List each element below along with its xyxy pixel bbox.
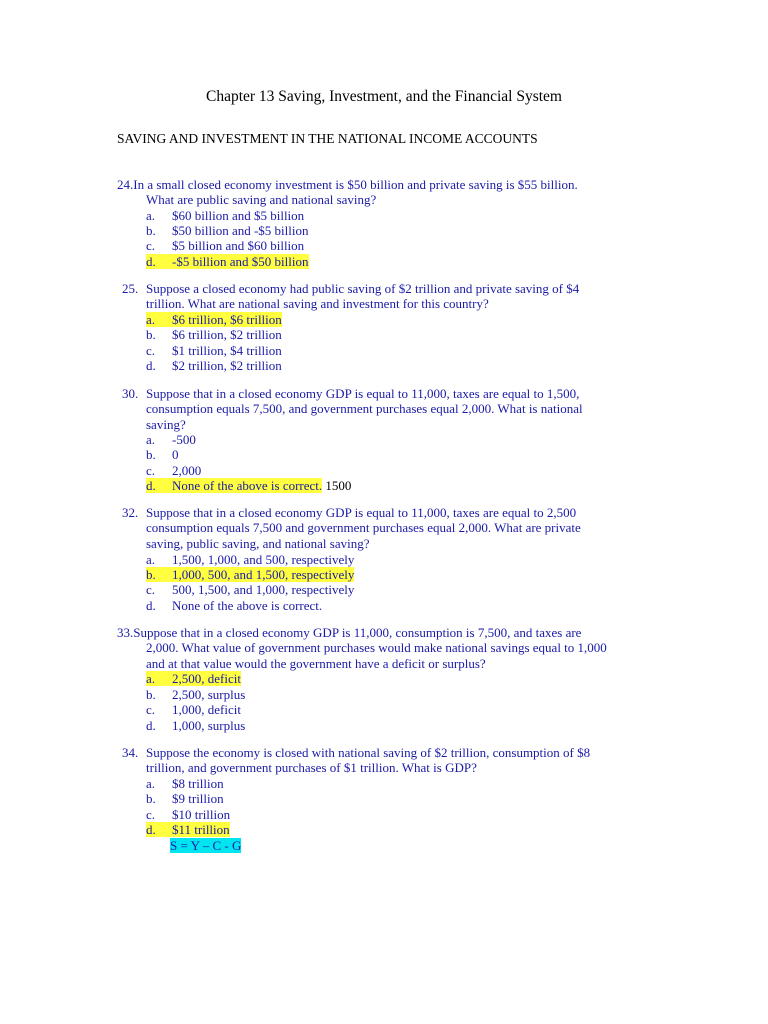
option-letter: c.: [146, 582, 156, 597]
question-30-line-1: Suppose that in a closed economy GDP is equal to 11,000, taxes are equal to 1,500,: [146, 386, 580, 401]
question-34: [146, 745, 590, 776]
question-24: [117, 177, 578, 208]
option-letter: a.: [146, 432, 156, 447]
question-34-line-1: Suppose the economy is closed with national saving of $2 trillion, consumption of $8: [146, 745, 591, 760]
option-letter: d.: [146, 598, 156, 613]
q24-option-a: [146, 208, 304, 223]
option-letter: c.: [146, 238, 156, 253]
option-letter: b.: [146, 223, 156, 238]
q25-option-a: [146, 312, 282, 327]
section-heading: SAVING AND INVESTMENT IN THE NATIONAL INCOME ACCOUNTS: [117, 131, 538, 146]
option-letter: d.: [146, 478, 156, 493]
q33-option-d: [146, 718, 245, 733]
option-letter: d.: [146, 358, 156, 373]
option-letter: a.: [146, 671, 156, 686]
q33-option-a: [146, 671, 241, 686]
question-30-number: 30.: [122, 386, 139, 401]
option-text: $8 trillion: [172, 776, 224, 791]
chapter-title: Chapter 13 Saving, Investment, and the Financial System: [205, 88, 562, 105]
question-32-line-2: consumption equals 7,500 and government purchases equal 2,000. What are private: [146, 520, 581, 536]
option-text: $5 billion and $60 billion: [172, 238, 305, 253]
q25-option-d: [146, 358, 282, 373]
question-30-line-2: consumption equals 7,500, and government purchases equal 2,000. What is national: [146, 401, 583, 417]
question-25-line-1: Suppose a closed economy had public saving of $2 trillion and private saving of $4: [146, 281, 580, 296]
q25-option-c: [146, 343, 282, 358]
option-letter: c.: [146, 463, 156, 478]
question-32: [146, 505, 581, 551]
option-text: 0: [172, 447, 179, 462]
option-letter: a.: [146, 552, 156, 567]
option-letter: a.: [146, 776, 156, 791]
q30-option-c: [146, 463, 201, 478]
question-32-line-3: saving, public saving, and national saving?: [146, 535, 370, 551]
option-text: 500, 1,500, and 1,000, respectively: [172, 582, 355, 597]
option-letter: b.: [146, 327, 156, 342]
q34-option-a: [146, 776, 224, 791]
option-text: $60 billion and $5 billion: [172, 208, 305, 223]
option-text: $6 trillion, $2 trillion: [172, 327, 282, 342]
q30-option-d: [146, 478, 351, 493]
option-letter: b.: [146, 447, 156, 462]
question-25-line-2: trillion. What are national saving and investment for this country?: [146, 296, 489, 312]
question-30: [146, 386, 583, 432]
option-text: 1,000, surplus: [172, 718, 246, 733]
option-text: 1,500, 1,000, and 500, respectively: [172, 552, 355, 567]
q25-option-b: [146, 327, 282, 342]
q30-option-b: [146, 447, 179, 462]
question-24-line-2: What are public saving and national saving?: [146, 192, 377, 208]
option-text: $9 trillion: [172, 791, 224, 806]
option-text: -500: [172, 432, 196, 447]
question-34-number: 34.: [122, 745, 139, 760]
question-34-line-2: trillion, and government purchases of $1 trillion. What is GDP?: [146, 760, 477, 776]
q24-option-b: [146, 223, 309, 238]
question-25: [146, 281, 579, 312]
option-letter: c.: [146, 807, 156, 822]
option-text: None of the above is correct.: [172, 598, 323, 613]
question-33: [117, 625, 607, 671]
option-text: 1,000, 500, and 1,500, respectively: [172, 567, 355, 582]
option-letter: a.: [146, 208, 156, 223]
option-text: $2 trillion, $2 trillion: [172, 358, 282, 373]
option-letter: d.: [146, 822, 156, 837]
option-text: 2,500, surplus: [172, 687, 246, 702]
option-letter: d.: [146, 254, 156, 269]
option-text: 2,000: [172, 463, 202, 478]
q34-option-c: [146, 807, 230, 822]
question-25-number: 25.: [122, 281, 139, 296]
q33-option-b: [146, 687, 245, 702]
option-letter: c.: [146, 702, 156, 717]
option-letter: c.: [146, 343, 156, 358]
option-text: $10 trillion: [172, 807, 231, 822]
question-24-line-1: 24.In a small closed economy investment is $50 billion and private saving is $55 billion.: [117, 177, 578, 192]
q32-option-a: [146, 552, 354, 567]
question-32-number: 32.: [122, 505, 139, 520]
q30-option-a: [146, 432, 196, 447]
option-letter: a.: [146, 312, 156, 327]
q24-option-d: [146, 254, 309, 269]
q34-option-b: [146, 791, 224, 806]
question-33-line-1: 33.Suppose that in a closed economy GDP is 11,000, consumption is 7,500, and taxes are: [117, 625, 582, 640]
option-letter: b.: [146, 791, 156, 806]
q32-option-d: [146, 598, 322, 613]
option-text: $50 billion and -$5 billion: [172, 223, 309, 238]
q24-option-c: [146, 238, 304, 253]
option-letter: b.: [146, 567, 156, 582]
question-33-line-3: and at that value would the government have a deficit or surplus?: [146, 655, 486, 671]
q32-option-b: [146, 567, 354, 582]
option-text: -$5 billion and $50 billion: [172, 254, 309, 269]
option-text: $1 trillion, $4 trillion: [172, 343, 282, 358]
option-letter: d.: [146, 718, 156, 733]
q34-option-d: [146, 822, 230, 837]
handwritten-answer-note: 1500: [325, 478, 352, 493]
option-text: $6 trillion, $6 trillion: [172, 312, 282, 327]
question-33-line-2: 2,000. What value of government purchases would make national savings equal to 1,000: [146, 640, 607, 656]
savings-formula: S = Y – C - G: [170, 838, 242, 853]
option-text: 1,000, deficit: [172, 702, 241, 717]
option-text: 2,500, deficit: [172, 671, 241, 686]
q32-option-c: [146, 582, 354, 597]
q33-option-c: [146, 702, 241, 717]
option-text: $11 trillion: [172, 822, 230, 837]
question-30-line-3: saving?: [146, 416, 186, 432]
option-letter: b.: [146, 687, 156, 702]
option-text: None of the above is correct.: [172, 478, 323, 493]
question-32-line-1: Suppose that in a closed economy GDP is equal to 11,000, taxes are equal to 2,500: [146, 505, 577, 520]
